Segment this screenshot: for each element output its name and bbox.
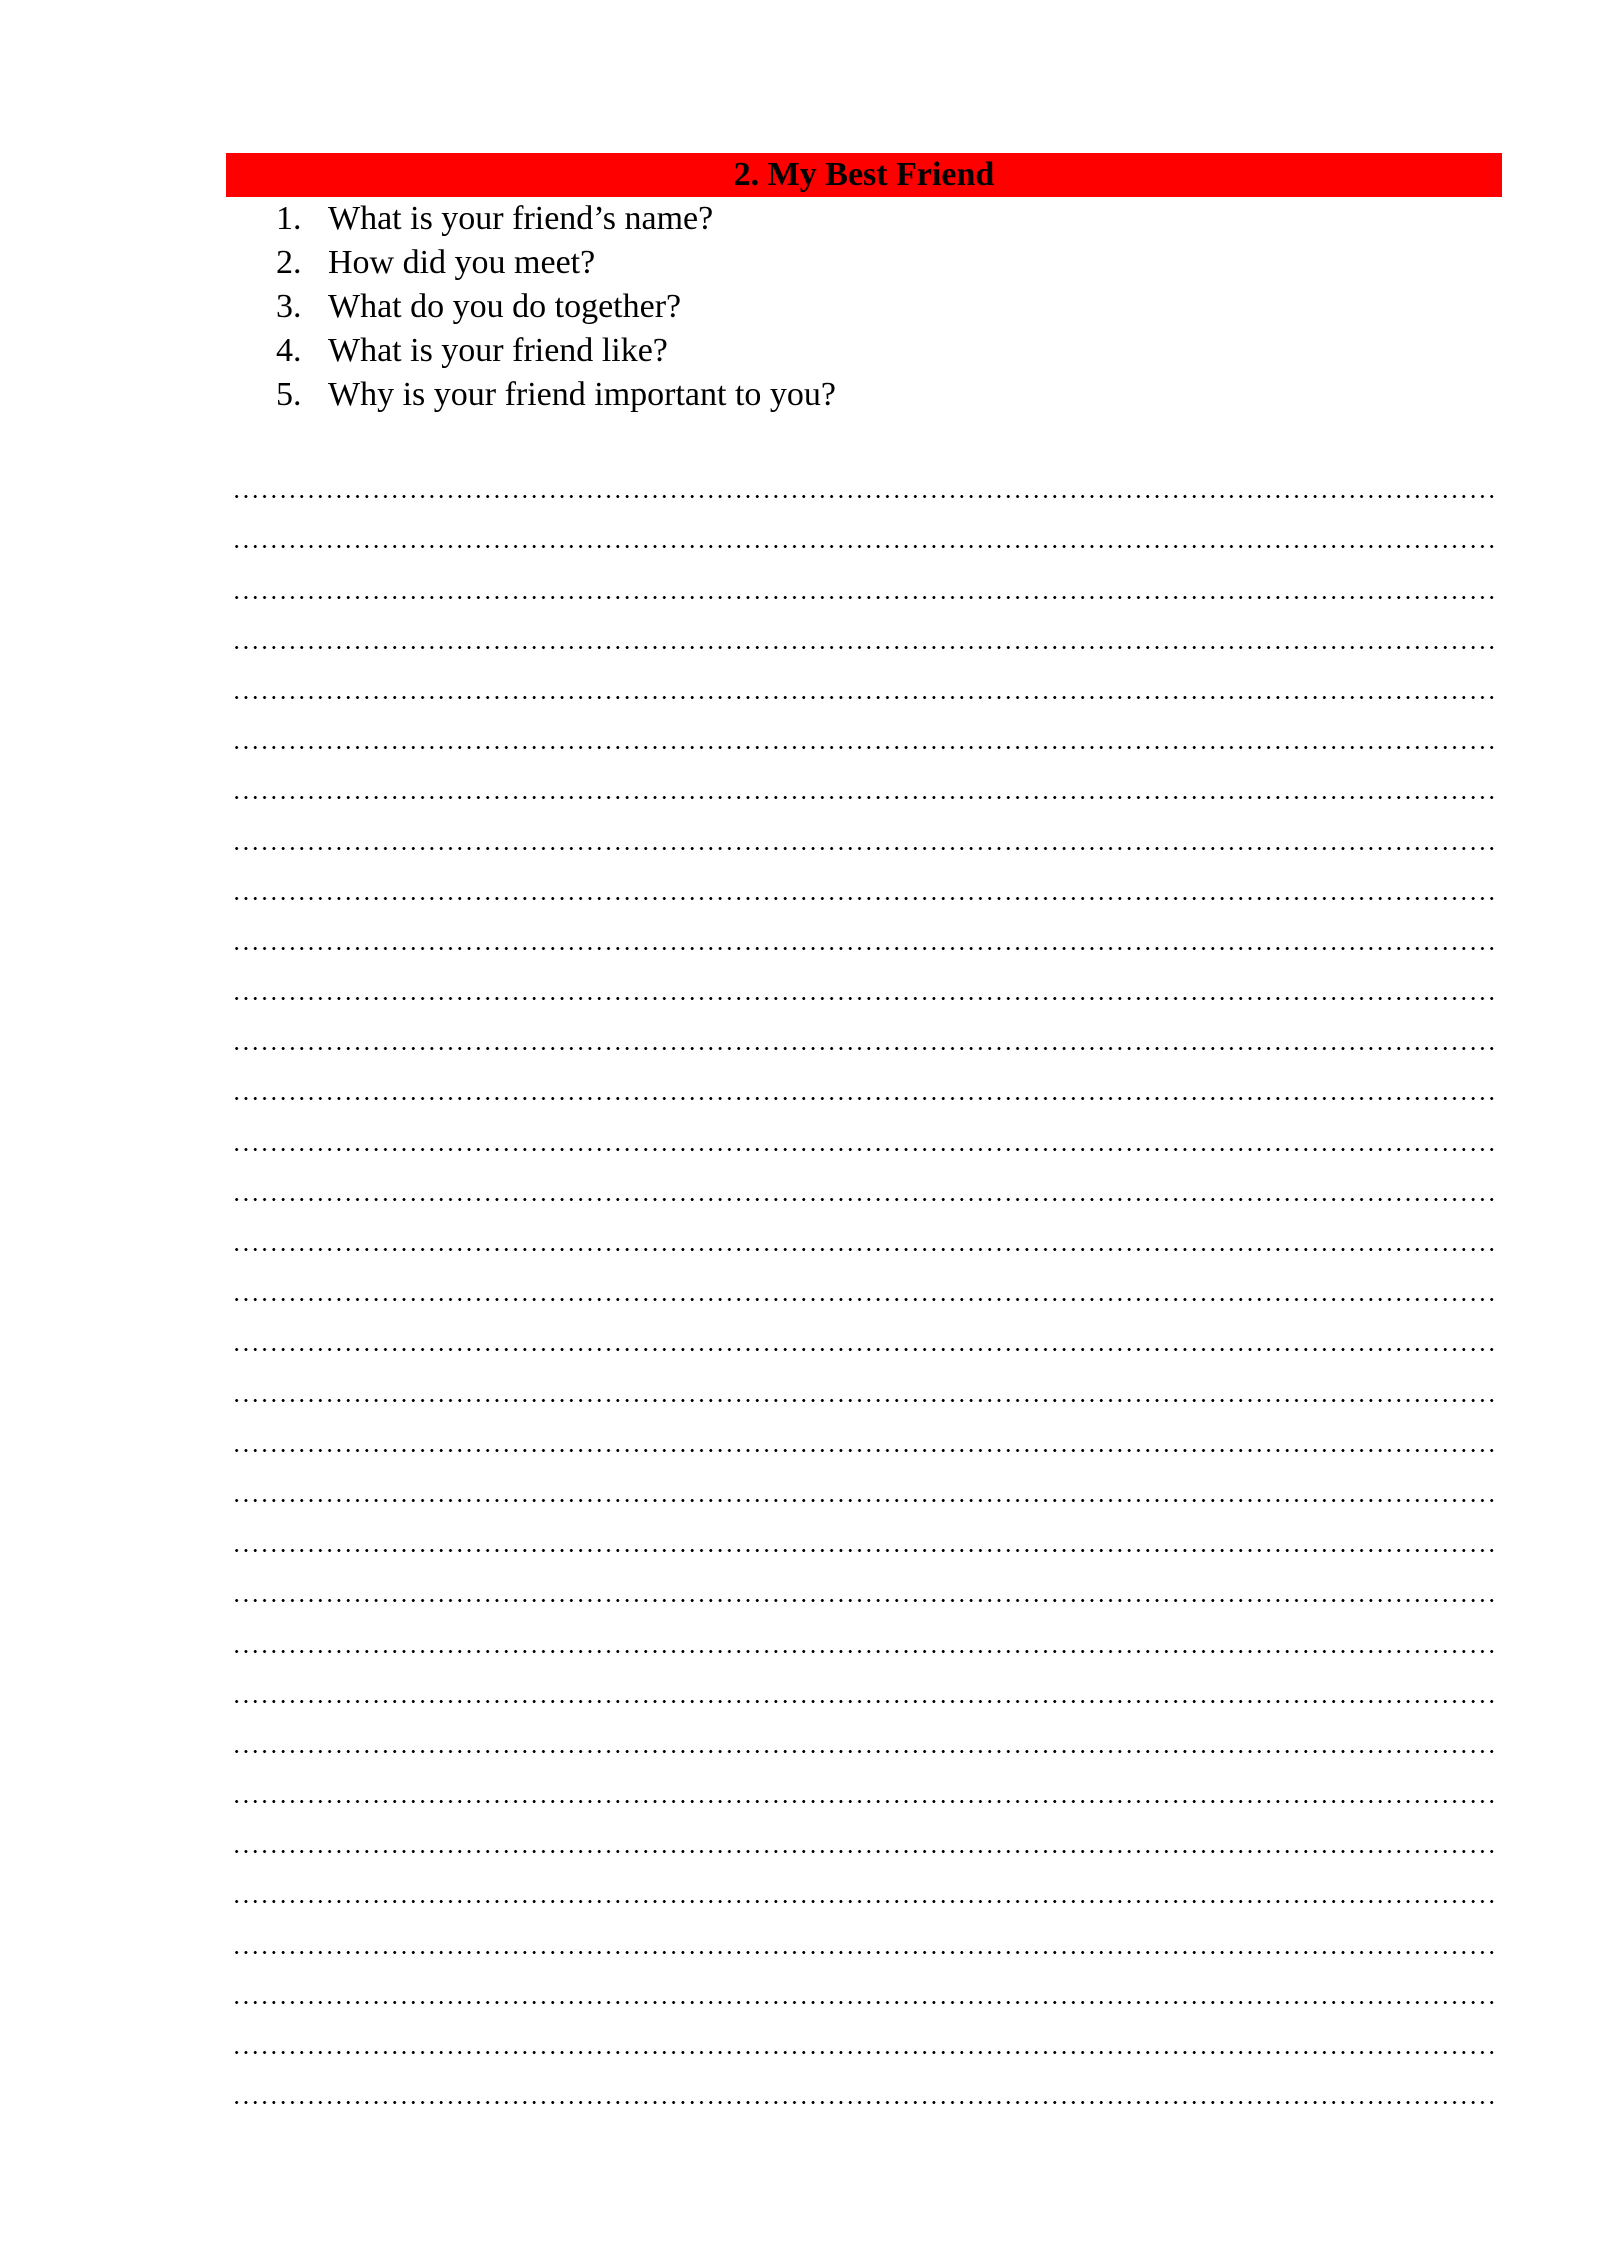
writing-line[interactable] [232, 1261, 1494, 1311]
dotted-rule [232, 696, 1494, 699]
question-list [276, 197, 1476, 417]
writing-line[interactable] [232, 1361, 1494, 1411]
writing-line[interactable] [232, 1311, 1494, 1361]
dotted-rule [232, 2101, 1494, 2104]
worksheet-title: 2. My Best Friend [733, 156, 995, 193]
dotted-rule [232, 1499, 1494, 1502]
writing-line[interactable] [232, 809, 1494, 859]
dotted-rule [232, 746, 1494, 749]
dotted-rule [232, 847, 1494, 850]
writing-line[interactable] [232, 1913, 1494, 1963]
dotted-rule [232, 2001, 1494, 2004]
question-number: 4. [276, 332, 302, 369]
writing-line[interactable] [232, 458, 1494, 508]
dotted-rule [232, 1348, 1494, 1351]
dotted-rule [232, 1850, 1494, 1853]
dotted-rule [232, 495, 1494, 498]
writing-line[interactable] [232, 759, 1494, 809]
dotted-rule [232, 545, 1494, 548]
dotted-rule [232, 596, 1494, 599]
dotted-rule [232, 1549, 1494, 1552]
writing-line[interactable] [232, 1562, 1494, 1612]
question-item [276, 329, 1476, 373]
writing-line[interactable] [232, 1512, 1494, 1562]
dotted-rule [232, 1148, 1494, 1151]
writing-line[interactable] [232, 960, 1494, 1010]
dotted-rule [232, 2051, 1494, 2054]
question-text: How did you meet? [328, 244, 596, 281]
writing-line[interactable] [232, 1110, 1494, 1160]
writing-line[interactable] [232, 910, 1494, 960]
question-item [276, 285, 1476, 329]
dotted-rule [232, 1800, 1494, 1803]
dotted-rule [232, 1900, 1494, 1903]
writing-line[interactable] [232, 1412, 1494, 1462]
writing-line[interactable] [232, 1211, 1494, 1261]
question-number: 2. [276, 244, 302, 281]
dotted-rule [232, 947, 1494, 950]
dotted-rule [232, 796, 1494, 799]
writing-line[interactable] [232, 1010, 1494, 1060]
question-number: 1. [276, 200, 302, 237]
writing-line[interactable] [232, 1462, 1494, 1512]
dotted-rule [232, 1599, 1494, 1602]
dotted-rule [232, 1198, 1494, 1201]
question-text: Why is your friend important to you? [328, 376, 837, 413]
dotted-rule [232, 1298, 1494, 1301]
writing-line[interactable] [232, 1612, 1494, 1662]
dotted-rule [232, 1700, 1494, 1703]
question-text: What is your friend like? [328, 332, 668, 369]
writing-line[interactable] [232, 1663, 1494, 1713]
dotted-rule [232, 897, 1494, 900]
writing-line[interactable] [232, 1964, 1494, 2014]
writing-line[interactable] [232, 1161, 1494, 1211]
writing-line[interactable] [232, 2064, 1494, 2114]
question-number: 3. [276, 288, 302, 325]
dotted-rule [232, 1097, 1494, 1100]
writing-line[interactable] [232, 508, 1494, 558]
dotted-rule [232, 1951, 1494, 1954]
title-banner [226, 153, 1502, 197]
dotted-rule [232, 1449, 1494, 1452]
dotted-rule [232, 1750, 1494, 1753]
writing-line[interactable] [232, 1813, 1494, 1863]
writing-line[interactable] [232, 860, 1494, 910]
dotted-rule [232, 1399, 1494, 1402]
dotted-rule [232, 1047, 1494, 1050]
writing-line[interactable] [232, 1713, 1494, 1763]
question-item [276, 241, 1476, 285]
writing-area[interactable] [232, 458, 1494, 2114]
question-number: 5. [276, 376, 302, 413]
question-item [276, 197, 1476, 241]
dotted-rule [232, 997, 1494, 1000]
dotted-rule [232, 646, 1494, 649]
question-text: What do you do together? [328, 288, 682, 325]
writing-line[interactable] [232, 1863, 1494, 1913]
question-text: What is your friend’s name? [328, 200, 714, 237]
writing-line[interactable] [232, 1060, 1494, 1110]
writing-line[interactable] [232, 609, 1494, 659]
writing-line[interactable] [232, 1763, 1494, 1813]
dotted-rule [232, 1248, 1494, 1251]
question-item [276, 373, 1476, 417]
dotted-rule [232, 1650, 1494, 1653]
writing-line[interactable] [232, 2014, 1494, 2064]
writing-line[interactable] [232, 659, 1494, 709]
writing-line[interactable] [232, 709, 1494, 759]
writing-line[interactable] [232, 558, 1494, 608]
